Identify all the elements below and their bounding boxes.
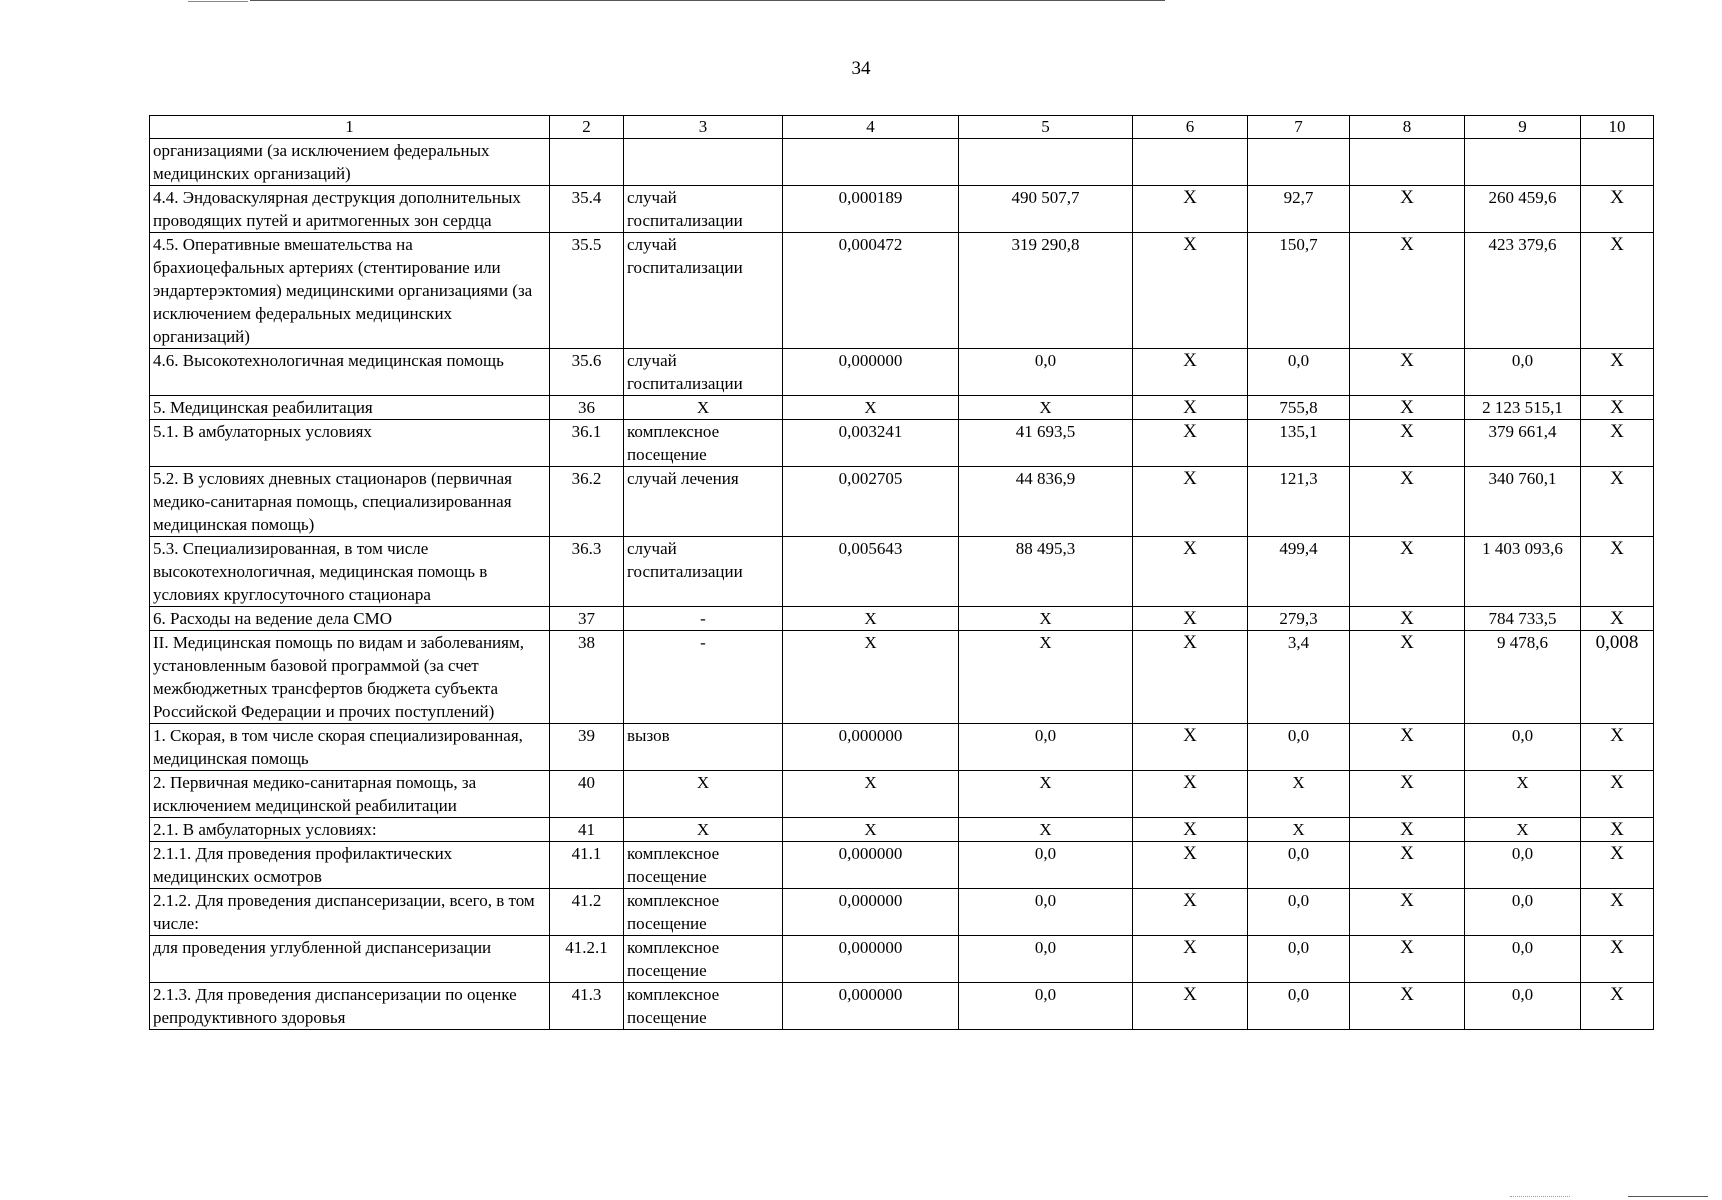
table-cell-col3: случай госпитализации [624, 349, 783, 396]
page-number: 34 [851, 58, 871, 79]
scan-edge-mark [188, 1, 248, 2]
table-cell-col4: 0,002705 [783, 467, 959, 537]
table-cell-col7: Х [1248, 818, 1350, 842]
table-cell-col4 [783, 139, 959, 186]
table-cell-col6 [1133, 139, 1248, 186]
table-cell-col7: 0,0 [1248, 936, 1350, 983]
table-cell-col1: 5.3. Специализированная, в том числе высокотехнологичная, медицинская помощь в условиях круглосуточного стационара [150, 537, 550, 607]
table-cell-col10: Х [1581, 396, 1654, 420]
scan-edge-line-bottom [1628, 1196, 1708, 1197]
table-cell-col1: 5.1. В амбулаторных условиях [150, 420, 550, 467]
table-cell-col2: 35.6 [550, 349, 624, 396]
table-cell-col6: Х [1133, 233, 1248, 349]
table-cell-col3: случай госпитализации [624, 537, 783, 607]
table-cell-col8: Х [1350, 983, 1465, 1030]
table-cell-col4: 0,000000 [783, 936, 959, 983]
table-cell-col10: Х [1581, 349, 1654, 396]
table-cell-col10: Х [1581, 186, 1654, 233]
table-cell-col7: 499,4 [1248, 537, 1350, 607]
table-cell-col1: 5. Медицинская реабилитация [150, 396, 550, 420]
table-row [150, 631, 1654, 724]
table-cell-col10: Х [1581, 537, 1654, 607]
table-cell-col7: 135,1 [1248, 420, 1350, 467]
table-cell-col10: Х [1581, 936, 1654, 983]
table-cell-col8: Х [1350, 889, 1465, 936]
table-cell-col3: Х [624, 396, 783, 420]
table-cell-col7: 755,8 [1248, 396, 1350, 420]
table-row [150, 467, 1654, 537]
table-cell-col10: Х [1581, 724, 1654, 771]
column-header: 4 [783, 116, 959, 139]
table-cell-col1: II. Медицинская помощь по видам и заболеваниям, установленным базовой программой (за счет межбюджетных трансфертов бюджета субъекта Российской Федерации и прочих поступлений) [150, 631, 550, 724]
table-cell-col8: Х [1350, 233, 1465, 349]
table-cell-col8: Х [1350, 724, 1465, 771]
table-cell-col3: случай госпитализации [624, 186, 783, 233]
table-row [150, 349, 1654, 396]
table-cell-col9: 2 123 515,1 [1465, 396, 1581, 420]
table-cell-col4: 0,000000 [783, 349, 959, 396]
table-cell-col6: Х [1133, 818, 1248, 842]
table-row [150, 771, 1654, 818]
table-cell-col8: Х [1350, 631, 1465, 724]
column-header: 5 [959, 116, 1133, 139]
table-cell-col2: 41 [550, 818, 624, 842]
table-cell-col1: организациями (за исключением федеральных медицинских организаций) [150, 139, 550, 186]
table-cell-col9: 340 760,1 [1465, 467, 1581, 537]
table-cell-col9: 0,0 [1465, 889, 1581, 936]
table-row [150, 537, 1654, 607]
table-cell-col1: 6. Расходы на ведение дела СМО [150, 607, 550, 631]
table-cell-col8: Х [1350, 537, 1465, 607]
scan-edge-dots [1510, 1196, 1570, 1198]
table-cell-col7: 150,7 [1248, 233, 1350, 349]
table-cell-col5: 0,0 [959, 936, 1133, 983]
column-header: 7 [1248, 116, 1350, 139]
table-cell-col4: 0,005643 [783, 537, 959, 607]
table-cell-col4: Х [783, 818, 959, 842]
table-cell-col5: 44 836,9 [959, 467, 1133, 537]
table-cell-col1: 2.1.1. Для проведения профилактических медицинских осмотров [150, 842, 550, 889]
table-cell-col5: 0,0 [959, 842, 1133, 889]
table-cell-col6: Х [1133, 983, 1248, 1030]
table-cell-col5: Х [959, 396, 1133, 420]
table-row [150, 936, 1654, 983]
table-cell-col9: 0,0 [1465, 936, 1581, 983]
column-header: 10 [1581, 116, 1654, 139]
table-cell-col2: 40 [550, 771, 624, 818]
table-row [150, 607, 1654, 631]
table-cell-col2: 36.3 [550, 537, 624, 607]
table-cell-col1: 5.2. В условиях дневных стационаров (первичная медико-санитарная помощь, специализированная медицинская помощь) [150, 467, 550, 537]
table-cell-col4: 0,000000 [783, 889, 959, 936]
table-cell-col5: 0,0 [959, 983, 1133, 1030]
table-cell-col7: 0,0 [1248, 842, 1350, 889]
table-cell-col1: 4.5. Оперативные вмешательства на брахиоцефальных артериях (стентирование или эндартерэктомия) медицинскими организациями (за исключением федеральных медицинских организаций) [150, 233, 550, 349]
table-cell-col6: Х [1133, 936, 1248, 983]
table-cell-col3: комплексное посещение [624, 842, 783, 889]
table-cell-col4: Х [783, 607, 959, 631]
table-cell-col1: 2.1.2. Для проведения диспансеризации, всего, в том числе: [150, 889, 550, 936]
table-cell-col9: 423 379,6 [1465, 233, 1581, 349]
table-cell-col6: Х [1133, 186, 1248, 233]
table-cell-col4: Х [783, 771, 959, 818]
table-cell-col2: 36 [550, 396, 624, 420]
data-table [149, 115, 1654, 1030]
table-row [150, 724, 1654, 771]
table-cell-col7: Х [1248, 771, 1350, 818]
table-row [150, 983, 1654, 1030]
table-cell-col9: 260 459,6 [1465, 186, 1581, 233]
table-cell-col3: - [624, 607, 783, 631]
table-cell-col9: 379 661,4 [1465, 420, 1581, 467]
table-row [150, 396, 1654, 420]
table-cell-col6: Х [1133, 396, 1248, 420]
table-cell-col1: 1. Скорая, в том числе скорая специализированная, медицинская помощь [150, 724, 550, 771]
table-cell-col4: 0,000000 [783, 983, 959, 1030]
table-cell-col7: 279,3 [1248, 607, 1350, 631]
table-cell-col9: 784 733,5 [1465, 607, 1581, 631]
table-cell-col3: - [624, 631, 783, 724]
table-cell-col1: для проведения углубленной диспансеризации [150, 936, 550, 983]
table-cell-col4: Х [783, 396, 959, 420]
table-cell-col8: Х [1350, 936, 1465, 983]
table-cell-col7: 0,0 [1248, 983, 1350, 1030]
table-cell-col8 [1350, 139, 1465, 186]
table-cell-col7: 0,0 [1248, 349, 1350, 396]
table-cell-col5: 490 507,7 [959, 186, 1133, 233]
table-cell-col9: 0,0 [1465, 349, 1581, 396]
column-header: 8 [1350, 116, 1465, 139]
table-cell-col7: 121,3 [1248, 467, 1350, 537]
table-cell-col3: комплексное посещение [624, 983, 783, 1030]
table-cell-col7 [1248, 139, 1350, 186]
table-cell-col7: 3,4 [1248, 631, 1350, 724]
table-cell-col2: 41.1 [550, 842, 624, 889]
table-cell-col9: 9 478,6 [1465, 631, 1581, 724]
table-row [150, 420, 1654, 467]
table-cell-col2: 36.2 [550, 467, 624, 537]
table-cell-col5 [959, 139, 1133, 186]
table-cell-col9 [1465, 139, 1581, 186]
table-cell-col2: 36.1 [550, 420, 624, 467]
table-cell-col10: Х [1581, 983, 1654, 1030]
table-cell-col8: Х [1350, 396, 1465, 420]
table-cell-col4: 0,003241 [783, 420, 959, 467]
table-cell-col1: 4.6. Высокотехнологичная медицинская помощь [150, 349, 550, 396]
table-cell-col5: Х [959, 818, 1133, 842]
table-cell-col10 [1581, 139, 1654, 186]
table-cell-col6: Х [1133, 724, 1248, 771]
table-cell-col9: Х [1465, 771, 1581, 818]
table-cell-col4: 0,000189 [783, 186, 959, 233]
table-cell-col10: Х [1581, 420, 1654, 467]
table-cell-col4: 0,000000 [783, 724, 959, 771]
table-cell-col4: Х [783, 631, 959, 724]
table-cell-col3: комплексное посещение [624, 420, 783, 467]
scan-edge-line [250, 0, 1165, 1]
table-row [150, 233, 1654, 349]
table-cell-col3: Х [624, 818, 783, 842]
table-cell-col8: Х [1350, 186, 1465, 233]
table-cell-col8: Х [1350, 771, 1465, 818]
table-cell-col3: комплексное посещение [624, 936, 783, 983]
table-cell-col3: случай госпитализации [624, 233, 783, 349]
table-cell-col3: случай лечения [624, 467, 783, 537]
table-cell-col2: 38 [550, 631, 624, 724]
table-cell-col3: вызов [624, 724, 783, 771]
table-cell-col1: 2. Первичная медико-санитарная помощь, за исключением медицинской реабилитации [150, 771, 550, 818]
table-cell-col9: 1 403 093,6 [1465, 537, 1581, 607]
table-cell-col10: 0,008 [1581, 631, 1654, 724]
table-cell-col2: 39 [550, 724, 624, 771]
table-cell-col6: Х [1133, 349, 1248, 396]
table-cell-col10: Х [1581, 771, 1654, 818]
table-cell-col10: Х [1581, 233, 1654, 349]
header-row [150, 116, 1654, 139]
table-cell-col8: Х [1350, 467, 1465, 537]
table-cell-col5: 0,0 [959, 724, 1133, 771]
table-cell-col8: Х [1350, 842, 1465, 889]
table-cell-col5: 41 693,5 [959, 420, 1133, 467]
table-cell-col5: 88 495,3 [959, 537, 1133, 607]
table-row [150, 889, 1654, 936]
table-cell-col3: Х [624, 771, 783, 818]
table-cell-col1: 2.1.3. Для проведения диспансеризации по оценке репродуктивного здоровья [150, 983, 550, 1030]
table-cell-col2: 37 [550, 607, 624, 631]
table-cell-col2: 41.2 [550, 889, 624, 936]
table-cell-col10: Х [1581, 818, 1654, 842]
table-cell-col6: Х [1133, 631, 1248, 724]
table-row [150, 818, 1654, 842]
table-cell-col5: 0,0 [959, 889, 1133, 936]
table-cell-col6: Х [1133, 607, 1248, 631]
table-cell-col2: 35.4 [550, 186, 624, 233]
table-cell-col10: Х [1581, 467, 1654, 537]
table-cell-col3 [624, 139, 783, 186]
table-cell-col8: Х [1350, 607, 1465, 631]
table-cell-col5: Х [959, 631, 1133, 724]
table-cell-col2: 41.2.1 [550, 936, 624, 983]
column-header: 3 [624, 116, 783, 139]
table-cell-col6: Х [1133, 889, 1248, 936]
table-cell-col7: 92,7 [1248, 186, 1350, 233]
table-cell-col7: 0,0 [1248, 889, 1350, 936]
table-cell-col4: 0,000472 [783, 233, 959, 349]
table-cell-col9: 0,0 [1465, 983, 1581, 1030]
table-cell-col2 [550, 139, 624, 186]
table-cell-col8: Х [1350, 420, 1465, 467]
table-row [150, 139, 1654, 186]
table-cell-col5: 0,0 [959, 349, 1133, 396]
table-cell-col7: 0,0 [1248, 724, 1350, 771]
table-row [150, 186, 1654, 233]
table-cell-col5: Х [959, 771, 1133, 818]
table-cell-col6: Х [1133, 420, 1248, 467]
table-cell-col4: 0,000000 [783, 842, 959, 889]
table-cell-col6: Х [1133, 842, 1248, 889]
table-cell-col9: Х [1465, 818, 1581, 842]
table-cell-col10: Х [1581, 607, 1654, 631]
table-cell-col2: 35.5 [550, 233, 624, 349]
table-cell-col5: 319 290,8 [959, 233, 1133, 349]
table-cell-col1: 2.1. В амбулаторных условиях: [150, 818, 550, 842]
table-cell-col10: Х [1581, 889, 1654, 936]
table-cell-col10: Х [1581, 842, 1654, 889]
table-cell-col2: 41.3 [550, 983, 624, 1030]
table-cell-col8: Х [1350, 818, 1465, 842]
table-cell-col1: 4.4. Эндоваскулярная деструкция дополнительных проводящих путей и аритмогенных зон сердца [150, 186, 550, 233]
table-cell-col9: 0,0 [1465, 842, 1581, 889]
column-header: 9 [1465, 116, 1581, 139]
table-cell-col5: Х [959, 607, 1133, 631]
table-row [150, 842, 1654, 889]
table-cell-col9: 0,0 [1465, 724, 1581, 771]
column-header: 2 [550, 116, 624, 139]
table-cell-col8: Х [1350, 349, 1465, 396]
table-cell-col6: Х [1133, 537, 1248, 607]
column-header: 1 [150, 116, 550, 139]
table-cell-col3: комплексное посещение [624, 889, 783, 936]
column-header: 6 [1133, 116, 1248, 139]
table-cell-col6: Х [1133, 771, 1248, 818]
table-cell-col6: Х [1133, 467, 1248, 537]
